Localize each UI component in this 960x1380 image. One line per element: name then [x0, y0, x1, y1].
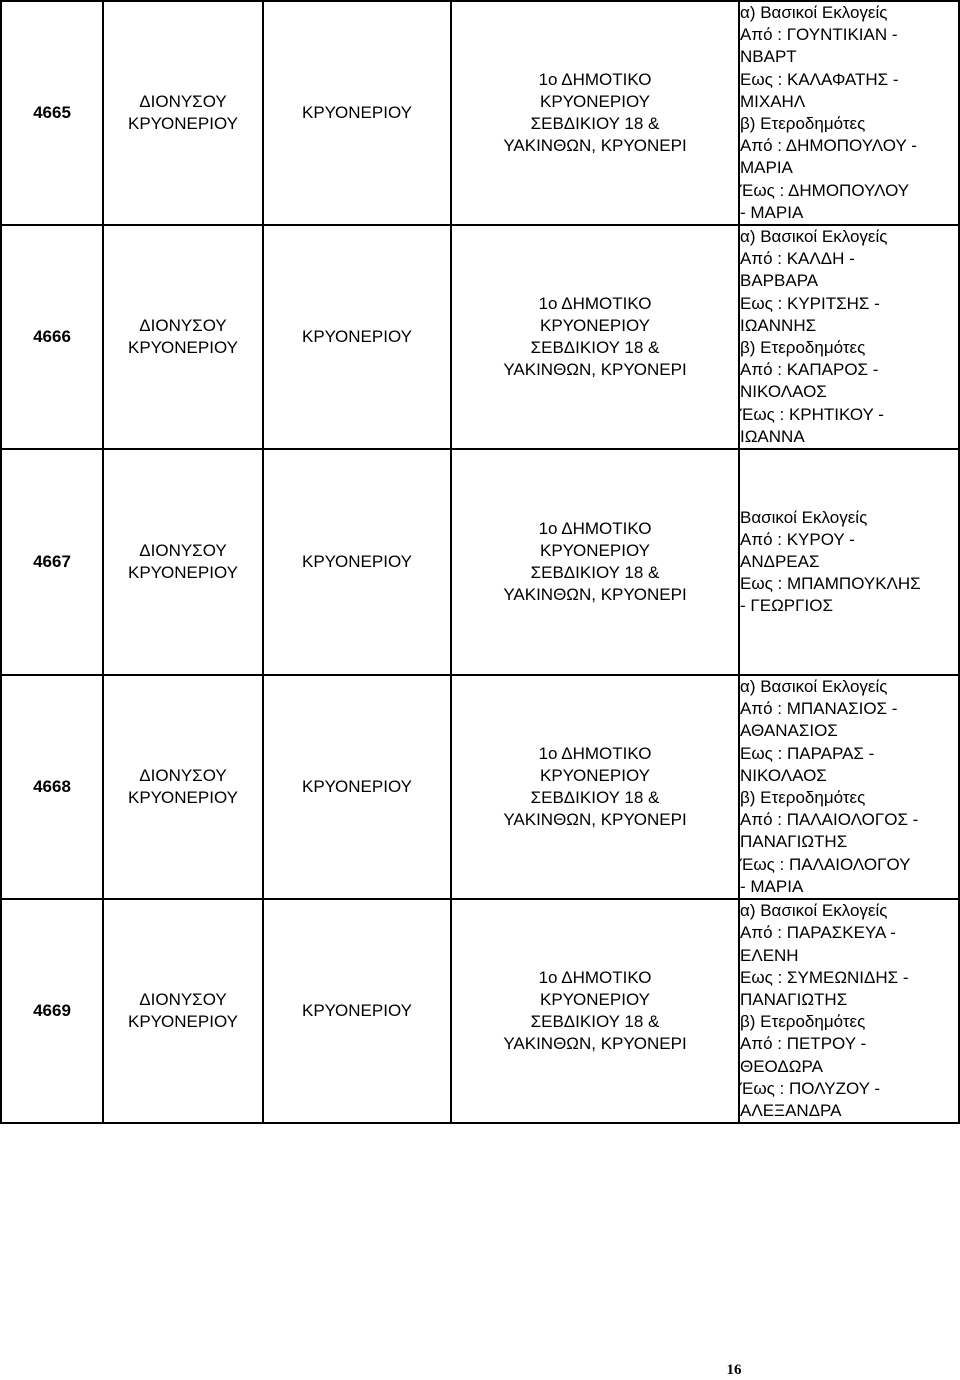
table-row — [1, 449, 959, 675]
voter-range-line: α) Βασικοί Εκλογείς — [740, 677, 888, 697]
municipality-line: ΔΙΟΝΥΣΟΥ — [139, 540, 227, 560]
voter-range-cell — [739, 899, 959, 1123]
polling-place-line: ΚΡΥΟΝΕΡΙΟΥ — [540, 765, 650, 785]
voter-range-line: Εως : ΣΥΜΕΩΝΙΔΗΣ - — [740, 967, 909, 987]
municipality-line: ΔΙΟΝΥΣΟΥ — [139, 91, 227, 111]
voter-range-line: Από : ΠΕΤΡΟΥ - — [740, 1034, 867, 1054]
voter-range-line: α) Βασικοί Εκλογείς — [740, 901, 888, 921]
table-row — [1, 1, 959, 225]
voter-range-cell — [739, 1, 959, 225]
municipal-unit-line: ΚΡΥΟΝΕΡΙΟΥ — [302, 102, 412, 122]
polling-place-line: ΥΑΚΙΝΘΩΝ, ΚΡΥΟΝΕΡΙ — [503, 1034, 687, 1054]
voter-range-line: - ΜΑΡΙΑ — [740, 876, 804, 896]
voter-range-line: - ΓΕΩΡΓΙΟΣ — [740, 596, 833, 616]
polling-place-line: 1ο ΔΗΜΟΤΙΚΟ — [538, 743, 652, 763]
voter-range-line: Από : ΚΥΡΟΥ - — [740, 529, 855, 549]
voter-range-cell — [739, 449, 959, 675]
polling-place-line: ΚΡΥΟΝΕΡΙΟΥ — [540, 540, 650, 560]
polling-place-line: ΚΡΥΟΝΕΡΙΟΥ — [540, 315, 650, 335]
municipal-unit-cell — [263, 1, 451, 225]
station-number-cell — [1, 225, 103, 449]
voter-range-line: ΒΑΡΒΑΡΑ — [740, 271, 819, 291]
voter-range-line: β) Ετεροδημότες — [740, 114, 866, 134]
voter-range-line: ΘΕΟΔΩΡΑ — [740, 1056, 823, 1076]
polling-place-cell — [451, 675, 739, 899]
municipality-line: ΔΙΟΝΥΣΟΥ — [139, 315, 227, 335]
municipality-line: ΚΡΥΟΝΕΡΙΟΥ — [128, 338, 238, 358]
voter-range-line: Από : ΠΑΛΑΙΟΛΟΓΟΣ - — [740, 810, 919, 830]
municipality-line: ΚΡΥΟΝΕΡΙΟΥ — [128, 1012, 238, 1032]
municipality-cell — [103, 449, 263, 675]
table-row — [1, 675, 959, 899]
station-number-cell — [1, 449, 103, 675]
voter-range-line: ΑΛΕΞΑΝΔΡΑ — [740, 1100, 842, 1120]
municipal-unit-line: ΚΡΥΟΝΕΡΙΟΥ — [302, 1001, 412, 1020]
voter-range-line: ΜΙΧΑΗΛ — [740, 91, 806, 111]
polling-place-cell — [451, 225, 739, 449]
station-number: 4666 — [33, 326, 71, 346]
municipality-line: ΔΙΟΝΥΣΟΥ — [139, 765, 227, 785]
voter-range-line: Από : ΠΑΡΑΣΚΕΥΑ - — [740, 923, 896, 943]
voter-range-line: ΜΑΡΙΑ — [740, 158, 793, 178]
polling-place-cell — [451, 449, 739, 675]
municipality-line: ΚΡΥΟΝΕΡΙΟΥ — [128, 114, 238, 134]
polling-place-line: ΥΑΚΙΝΘΩΝ, ΚΡΥΟΝΕΡΙ — [503, 136, 687, 156]
voter-range-line: ΑΘΑΝΑΣΙΟΣ — [740, 721, 838, 741]
municipal-unit-cell — [263, 449, 451, 675]
voter-range-line: α) Βασικοί Εκλογείς — [740, 3, 888, 22]
voter-range-line: ΑΝΔΡΕΑΣ — [740, 551, 820, 571]
municipal-unit-line: ΚΡΥΟΝΕΡΙΟΥ — [302, 326, 412, 346]
voter-range-line: - ΜΑΡΙΑ — [740, 202, 804, 222]
voter-range-line: Έως : ΚΡΗΤΙΚΟΥ - — [740, 404, 884, 424]
municipal-unit-cell — [263, 899, 451, 1123]
station-number: 4668 — [33, 776, 71, 796]
station-number: 4665 — [33, 102, 71, 122]
polling-place-line: ΣΕΒΔΙΚΙΟΥ 18 & — [530, 563, 660, 583]
table-row — [1, 899, 959, 1123]
voter-range-line: ΝΒΑΡΤ — [740, 47, 797, 67]
station-number-cell — [1, 899, 103, 1123]
voter-range-line: Εως : ΚΥΡΙΤΣΗΣ - — [740, 293, 880, 313]
municipality-cell — [103, 1, 263, 225]
polling-place-line: ΚΡΥΟΝΕΡΙΟΥ — [540, 989, 650, 1009]
polling-place-line: ΚΡΥΟΝΕΡΙΟΥ — [540, 91, 650, 111]
station-number-cell — [1, 675, 103, 899]
station-number: 4667 — [33, 551, 71, 571]
municipal-unit-cell — [263, 675, 451, 899]
voter-range-line: Από : ΚΑΠΑΡΟΣ - — [740, 360, 879, 380]
polling-place-cell — [451, 1, 739, 225]
polling-place-line: ΥΑΚΙΝΘΩΝ, ΚΡΥΟΝΕΡΙ — [503, 810, 687, 830]
voter-range-line: ΕΛΕΝΗ — [740, 945, 799, 965]
voter-range-line: ΝΙΚΟΛΑΟΣ — [740, 382, 827, 402]
voter-range-cell — [739, 675, 959, 899]
voter-range-line: ΠΑΝΑΓΙΩΤΗΣ — [740, 832, 848, 852]
polling-place-line: 1ο ΔΗΜΟΤΙΚΟ — [538, 518, 652, 538]
polling-place-line: ΣΕΒΔΙΚΙΟΥ 18 & — [530, 788, 660, 808]
table-row — [1, 225, 959, 449]
table-body — [1, 1, 959, 1123]
polling-place-line: 1ο ΔΗΜΟΤΙΚΟ — [538, 967, 652, 987]
polling-place-line: 1ο ΔΗΜΟΤΙΚΟ — [538, 69, 652, 89]
polling-place-line: ΥΑΚΙΝΘΩΝ, ΚΡΥΟΝΕΡΙ — [503, 585, 687, 605]
municipality-line: ΔΙΟΝΥΣΟΥ — [139, 989, 227, 1009]
voter-range-line: Από : ΓΟΥΝΤΙΚΙΑΝ - — [740, 25, 898, 45]
municipality-line: ΚΡΥΟΝΕΡΙΟΥ — [128, 563, 238, 583]
polling-place-cell — [451, 899, 739, 1123]
municipal-unit-line: ΚΡΥΟΝΕΡΙΟΥ — [302, 776, 412, 796]
voter-range-line: Από : ΜΠΑΝΑΣΙΟΣ - — [740, 699, 898, 719]
voter-range-line: Βασικοί Εκλογείς — [740, 507, 868, 527]
polling-place-line: 1ο ΔΗΜΟΤΙΚΟ — [538, 293, 652, 313]
municipal-unit-cell — [263, 225, 451, 449]
voter-range-line: Έως : ΔΗΜΟΠΟΥΛΟΥ — [740, 180, 910, 200]
voter-range-line: β) Ετεροδημότες — [740, 338, 866, 358]
polling-place-line: ΣΕΒΔΙΚΙΟΥ 18 & — [530, 338, 660, 358]
polling-place-line: ΣΕΒΔΙΚΙΟΥ 18 & — [530, 1012, 660, 1032]
voter-range-line: Εως : ΜΠΑΜΠΟΥΚΛΗΣ — [740, 574, 921, 594]
voter-range-line: β) Ετεροδημότες — [740, 1012, 866, 1032]
voter-range-line: α) Βασικοί Εκλογείς — [740, 227, 888, 247]
voter-range-line: Έως : ΠΑΛΑΙΟΛΟΓΟΥ — [740, 854, 911, 874]
polling-place-line: ΥΑΚΙΝΘΩΝ, ΚΡΥΟΝΕΡΙ — [503, 360, 687, 380]
voter-range-cell — [739, 225, 959, 449]
voter-range-line: β) Ετεροδημότες — [740, 788, 866, 808]
voter-range-line: Εως : ΚΑΛΑΦΑΤΗΣ - — [740, 69, 899, 89]
voter-range-line: Εως : ΠΑΡΑΡΑΣ - — [740, 743, 875, 763]
station-number: 4669 — [33, 1001, 71, 1020]
polling-place-line: ΣΕΒΔΙΚΙΟΥ 18 & — [530, 114, 660, 134]
voter-range-line: Από : ΚΑΛΔΗ - — [740, 249, 855, 269]
municipality-cell — [103, 675, 263, 899]
municipality-line: ΚΡΥΟΝΕΡΙΟΥ — [128, 788, 238, 808]
station-number-cell — [1, 1, 103, 225]
municipal-unit-line: ΚΡΥΟΝΕΡΙΟΥ — [302, 551, 412, 571]
voter-range-line: Έως : ΠΟΛΥΖΟΥ - — [740, 1078, 881, 1098]
page-number: 16 — [726, 1362, 742, 1378]
voter-range-line: ΝΙΚΟΛΑΟΣ — [740, 765, 827, 785]
voter-range-line: ΙΩΑΝΝΑ — [740, 426, 805, 446]
voter-range-line: Από : ΔΗΜΟΠΟΥΛΟΥ - — [740, 136, 917, 156]
municipality-cell — [103, 899, 263, 1123]
voter-range-line: ΠΑΝΑΓΙΩΤΗΣ — [740, 989, 848, 1009]
municipality-cell — [103, 225, 263, 449]
voter-range-line: ΙΩΑΝΝΗΣ — [740, 315, 817, 335]
